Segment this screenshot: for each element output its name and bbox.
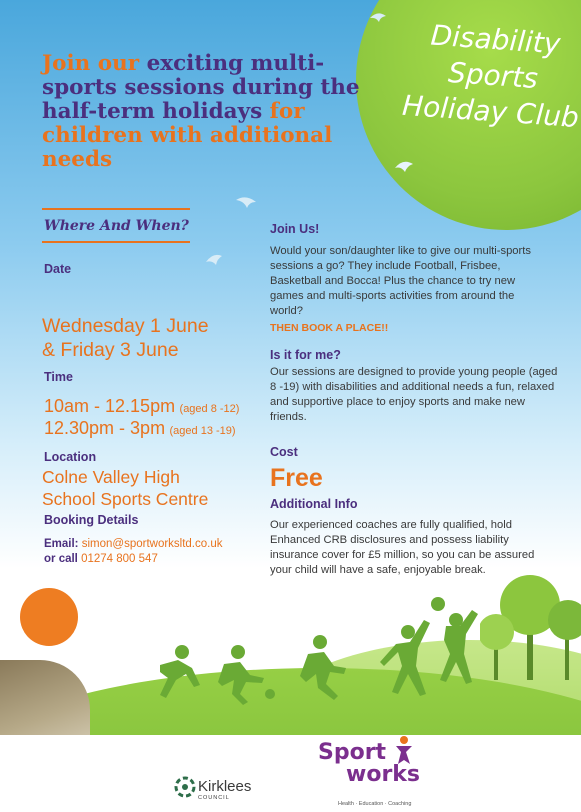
sportworks-figure-icon — [392, 736, 416, 766]
sun-decoration — [20, 588, 78, 646]
time-slot-2-age: (aged 13 -19) — [169, 425, 236, 437]
bird-icon — [206, 255, 222, 265]
location-line-1: Colne Valley High — [42, 467, 180, 487]
bird-icon — [395, 162, 413, 172]
club-title-line-1: Disability — [429, 18, 562, 61]
time-label: Time — [44, 370, 73, 384]
phone-number: 01274 800 547 — [81, 553, 158, 565]
headline-part-1: Join our — [42, 51, 147, 76]
headline-part-2: exciting multi-sports sessions during the half-term holidays — [42, 51, 360, 124]
sportworks-logo-works: works — [346, 762, 421, 787]
kirklees-logo-text: Kirklees — [198, 778, 252, 795]
time-slot-1 — [44, 394, 239, 418]
footer — [0, 735, 581, 812]
headline — [42, 52, 362, 172]
club-title-line-2: Sports — [447, 55, 539, 96]
where-when-heading: Where And When? — [44, 218, 189, 234]
bird-icon — [370, 13, 386, 22]
booking-email-line — [44, 538, 223, 550]
date-line-1: Wednesday 1 June — [42, 315, 209, 337]
booking-label: Booking Details — [44, 513, 139, 527]
call-label: or call — [44, 553, 78, 565]
book-place-cta: THEN BOOK A PLACE!! — [270, 322, 389, 334]
cost-heading: Cost — [270, 445, 298, 459]
date-label: Date — [44, 262, 72, 276]
cost-value: Free — [270, 464, 323, 492]
is-it-for-me-heading: Is it for me? — [270, 348, 341, 362]
is-it-for-me-text: Our sessions are designed to provide young people (aged 8 -19) with disabilities and additional needs a fun, relaxed and supportive place to enjoy sports and make new friends. — [270, 366, 558, 423]
join-text: Would your son/daughter like to give our multi-sports sessions a go? They include Football, Frisbee, Basketball and Bocca! Plus the chance to try new games and multi-sports activities from around the world? — [270, 245, 531, 317]
additional-info-text: Our experienced coaches are fully qualified, hold Enhanced CRB disclosures and possess liability insurance cover for £5 million, so you can be assured your child will have a safe, enjoyable break. — [270, 519, 535, 576]
time-slot-1-text: 10am - 12.15pm — [44, 396, 176, 416]
headline-part-3: for children with additional needs — [42, 99, 333, 172]
sportworks-logo-sport: Sport — [318, 740, 387, 765]
sportworks-tagline: Health · Education · Coaching — [338, 801, 412, 807]
email-link[interactable]: simon@sportworksltd.co.uk — [81, 538, 223, 550]
time-slot-1-age: (aged 8 -12) — [179, 403, 240, 415]
join-heading: Join Us! — [270, 222, 320, 236]
additional-info-heading: Additional Info — [270, 497, 358, 511]
time-slot-2 — [44, 416, 236, 440]
bird-icon — [236, 197, 256, 208]
sports-figures — [140, 590, 500, 710]
email-label: Email: — [44, 538, 79, 550]
location-line-2: School Sports Centre — [42, 489, 209, 509]
location-label: Location — [44, 450, 97, 464]
club-title-line-3: Holiday Club — [401, 88, 580, 135]
date-line-2: & Friday 3 June — [42, 339, 179, 361]
kirklees-logo-icon — [174, 776, 196, 798]
booking-phone-line — [44, 553, 158, 565]
time-slot-2-text: 12.30pm - 3pm — [44, 418, 166, 438]
kirklees-logo-sub: COUNCIL — [198, 795, 230, 801]
